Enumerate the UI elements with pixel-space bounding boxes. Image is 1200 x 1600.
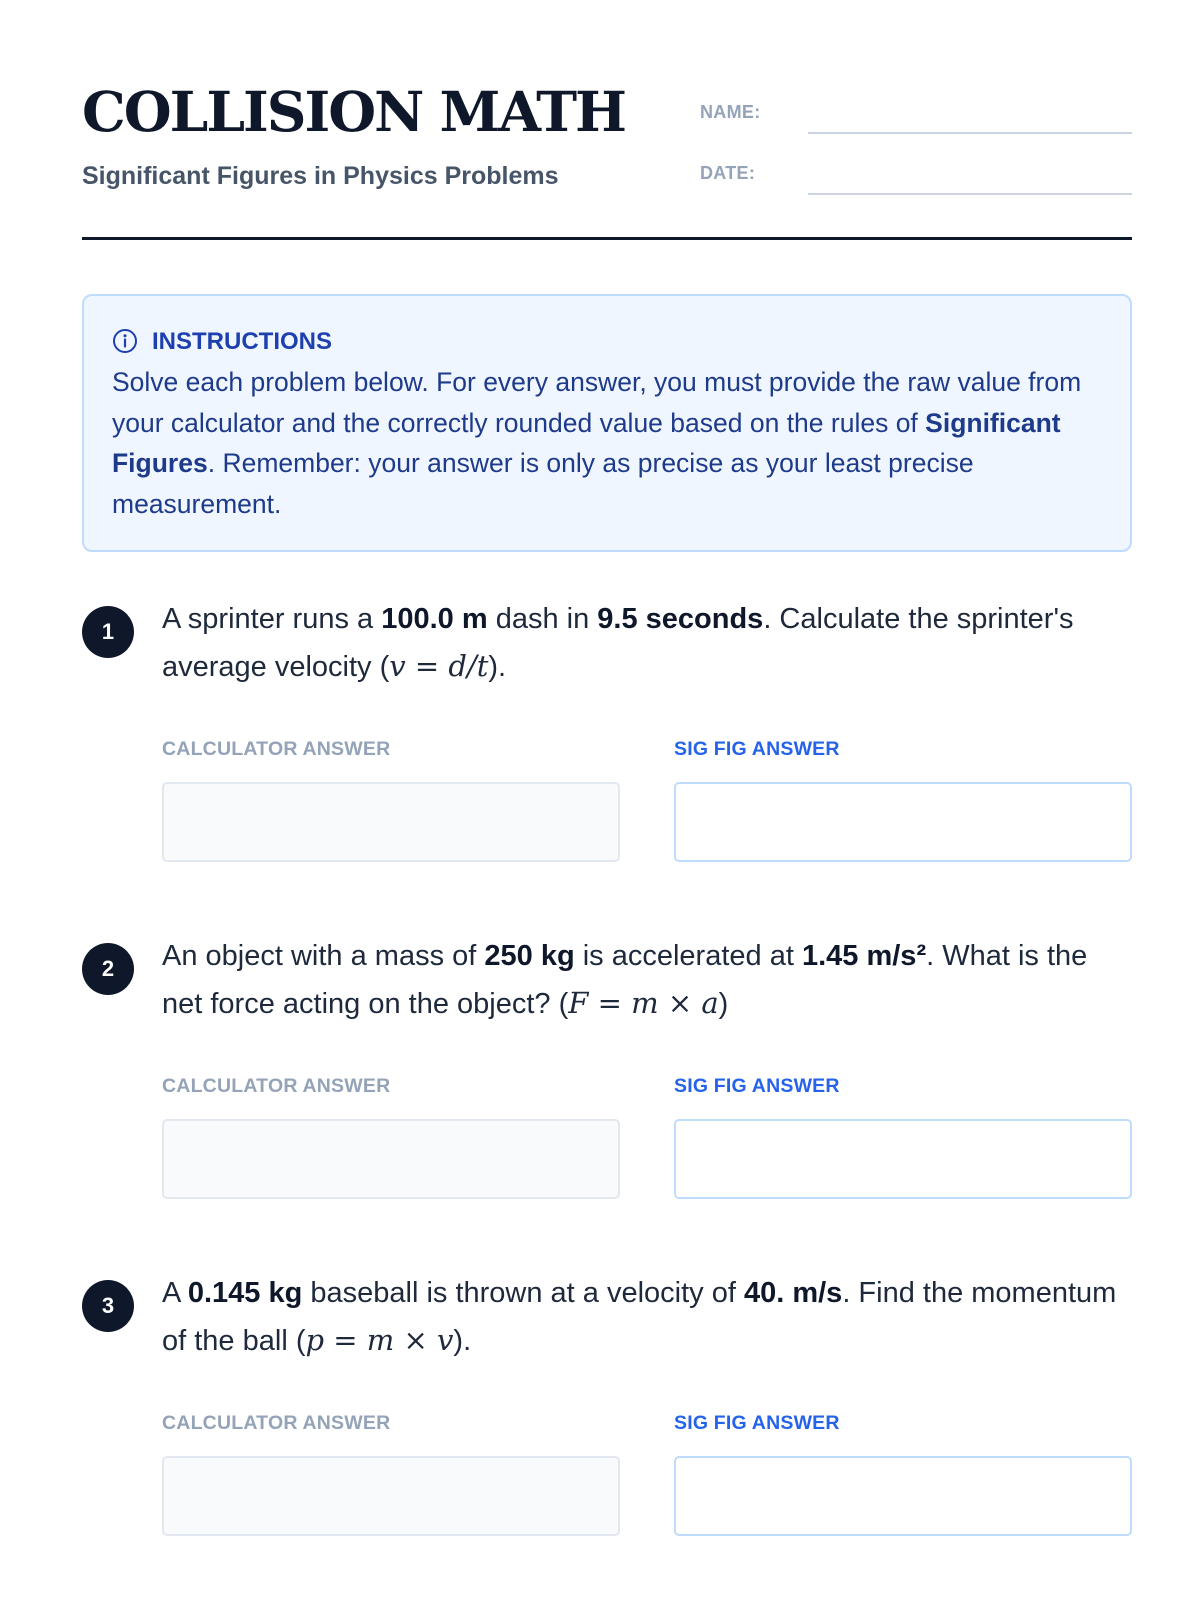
calculator-answer-field[interactable] [162, 1119, 620, 1199]
sig-fig-answer-label: SIG FIG ANSWER [674, 1075, 840, 1097]
problem-number-badge: 3 [82, 1280, 134, 1332]
sig-fig-answer-field[interactable] [674, 1119, 1132, 1199]
problem-3 [82, 1278, 1132, 1578]
question-text: . Find the momentum of the ball ( [162, 1277, 1117, 1357]
given-value: 100.0 m [381, 603, 488, 635]
worksheet-header [82, 80, 1132, 240]
formula: p = m × v [305, 1323, 454, 1357]
question-text: ) [718, 988, 729, 1020]
name-label: NAME: [700, 102, 761, 122]
question-text: baseball is thrown at a velocity of [302, 1277, 744, 1309]
question-text: . Calculate the sprinter's average velocity ( [162, 603, 1074, 683]
problem-question [162, 596, 1132, 691]
name-field[interactable] [808, 132, 1132, 134]
sig-fig-answer-label: SIG FIG ANSWER [674, 1412, 840, 1434]
question-text: dash in [487, 603, 598, 635]
given-value: 1.45 m/s² [801, 940, 927, 972]
formula: v = d/t [389, 649, 489, 683]
name-row [700, 94, 1132, 134]
date-label: DATE: [700, 163, 756, 183]
instructions-emphasis: Significant Figures [112, 407, 1061, 478]
question-text: An object with a mass of [162, 940, 485, 972]
date-row [700, 155, 1132, 195]
given-value: 40. m/s [743, 1277, 843, 1309]
page-title: COLLISION MATH [82, 79, 625, 144]
question-text: ). [453, 1325, 472, 1357]
formula: F = m × a [568, 986, 719, 1020]
calculator-answer-label: CALCULATOR ANSWER [162, 1412, 391, 1434]
question-text: A sprinter runs a [162, 603, 382, 635]
calculator-answer-label: CALCULATOR ANSWER [162, 738, 391, 760]
date-field[interactable] [808, 193, 1132, 195]
question-text: . What is the net force acting on the object? ( [162, 940, 1088, 1020]
given-value: 0.145 kg [187, 1277, 303, 1309]
calculator-answer-field[interactable] [162, 1456, 620, 1536]
given-value: 9.5 seconds [597, 603, 764, 635]
page-subtitle: Significant Figures in Physics Problems [82, 162, 559, 190]
info-icon [112, 328, 138, 354]
header-divider [82, 237, 1132, 240]
problem-2 [82, 941, 1132, 1241]
problem-1 [82, 604, 1132, 904]
problem-number-badge: 2 [82, 943, 134, 995]
sig-fig-answer-field[interactable] [674, 1456, 1132, 1536]
sig-fig-answer-field[interactable] [674, 782, 1132, 862]
calculator-answer-label: CALCULATOR ANSWER [162, 1075, 391, 1097]
instructions-title: INSTRUCTIONS [152, 328, 332, 355]
instructions-box [82, 294, 1132, 552]
question-text: A [162, 1277, 188, 1309]
instructions-text-part: Solve each problem below. For every answer, you must provide the raw value from your calculator and the correctly rounded value based on the rules of [112, 367, 1082, 438]
given-value: 250 kg [484, 940, 575, 972]
question-text: ). [488, 651, 507, 683]
sig-fig-answer-label: SIG FIG ANSWER [674, 738, 840, 760]
problem-number-badge: 1 [82, 606, 134, 658]
calculator-answer-field[interactable] [162, 782, 620, 862]
question-text: is accelerated at [574, 940, 802, 972]
instructions-text [112, 362, 1102, 524]
problem-question [162, 1270, 1132, 1365]
instructions-text-part: . Remember: your answer is only as precise as your least precise measurement. [112, 448, 974, 519]
problem-question [162, 933, 1132, 1028]
worksheet-page [82, 0, 1132, 1600]
